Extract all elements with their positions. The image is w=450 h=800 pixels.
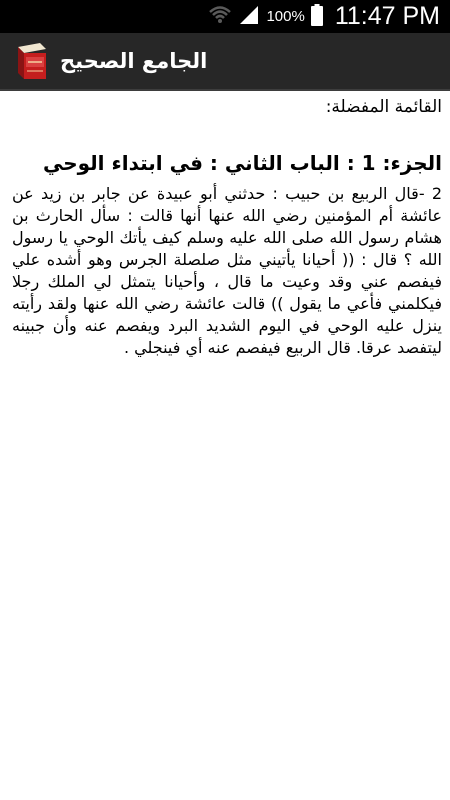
status-time: 11:47 PM [334,2,440,30]
status-bar [0,0,450,33]
signal-icon [238,5,260,29]
action-bar [0,33,450,91]
app-title: الجامع الصحيح [60,49,208,73]
battery-icon [311,4,323,30]
red-book-icon[interactable] [14,41,50,81]
favorites-label: القائمة المفضلة: [325,97,442,117]
status-icons [208,0,440,33]
hadith-text: 2 -قال الربيع بن حبيب : حدثني أبو عبيدة عن جابر بن زيد عن عائشة أم المؤمنين رضي الله عنها أنها قالت : سأل الحارث بن هشام رسول الله صلى الله عليه وسلم كيف يأتك الوحي يا رسول الله ؟ قال : (( أحيانا يأتيني مثل صلصلة الجرس وهو أشده علي فيفصم عني وقد وعيت ما قال ، وأحيانا يتمثل لي الملك رجلا فيكلمني فأعي ما يقول )) قالت عائشة رضي الله عنها ولقد رأيته ينزل عليه الوحي في اليوم الشديد البرد ويفصم عنه وأن جبينه ليتفصد عرقا. قال الربيع فيفصم عنه أي فينجلي . [12,184,442,357]
content-area [0,91,450,800]
wifi-icon [208,5,232,29]
battery-percent: 100% [266,8,305,25]
part-heading: الجزء: 1 : الباب الثاني : في ابتداء الوحي [42,151,442,175]
